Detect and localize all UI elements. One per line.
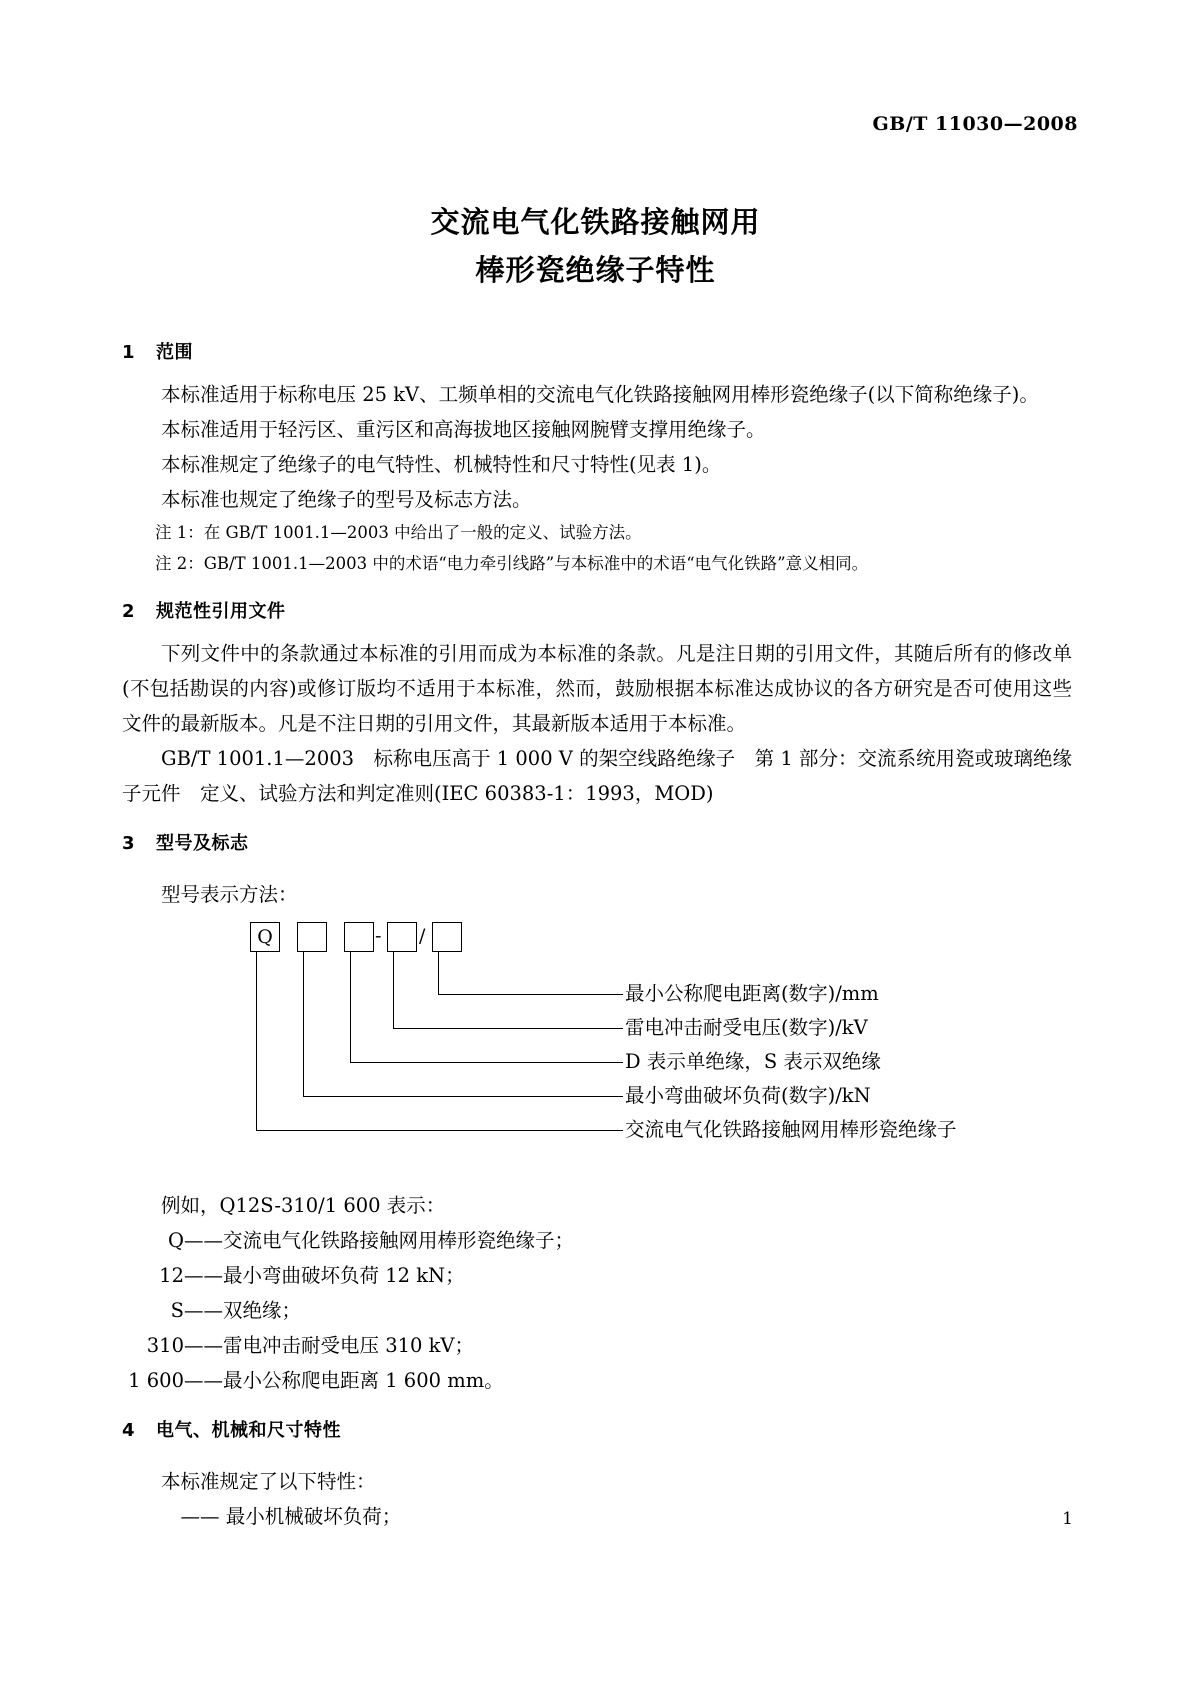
- model-designation-diagram: [122, 918, 1072, 1188]
- clause-heading-3: [122, 831, 1072, 857]
- clause3-lead-in: 型号表示方法：: [161, 883, 298, 906]
- clause1-note-2: 注 2：GB/T 1001.1—2003 中的术语“电力牵引线路”与本标准中的术语“电气化铁路”意义相同。: [155, 554, 869, 573]
- designation-box-5: [432, 922, 462, 952]
- example-item-2: [122, 1258, 1072, 1293]
- clause1-note-1: 注 1：在 GB/T 1001.1—2003 中给出了一般的定义、试验方法。: [155, 523, 642, 542]
- clause-title-4: 电气、机械和尺寸特性: [156, 1420, 341, 1441]
- designation-box-2: [297, 922, 327, 952]
- example-item-3: [122, 1293, 1072, 1328]
- clause-title-2: 规范性引用文件: [156, 601, 286, 622]
- example-text-1: 交流电气化铁路接触网用棒形瓷绝缘子；: [223, 1229, 575, 1252]
- example-key-1: Q: [168, 1229, 184, 1252]
- leader-line-horizontal-2: [393, 1028, 623, 1029]
- clause-number-1: 1: [122, 342, 136, 363]
- clause-title-3: 型号及标志: [156, 833, 249, 854]
- designation-separator-slash: /: [419, 925, 426, 947]
- clause1-paragraph-3: 本标准规定了绝缘子的电气特性、机械特性和尺寸特性(见表 1)。: [161, 453, 722, 476]
- designation-separator-dash: -: [375, 925, 382, 947]
- callout-label-product-type: 交流电气化铁路接触网用棒形瓷绝缘子: [625, 1118, 957, 1141]
- example-key-5: 1 600: [128, 1369, 184, 1392]
- page-title: [0, 198, 1191, 294]
- clause-number-3: 3: [122, 833, 136, 854]
- designation-box-3: [344, 922, 374, 952]
- example-dash-1: ——: [184, 1229, 223, 1252]
- clause-heading-4: [122, 1418, 1072, 1444]
- example-item-4: [122, 1328, 1072, 1363]
- example-key-2: 12: [159, 1264, 184, 1287]
- running-header-standard-id: GB/T 11030—2008: [872, 113, 1078, 135]
- clause-heading-2: [122, 599, 1072, 625]
- example-text-3: 双绝缘；: [223, 1299, 302, 1322]
- leader-line-vertical-2: [393, 952, 394, 1028]
- clause2-paragraph-1: 下列文件中的条款通过本标准的引用而成为本标准的条款。凡是注日期的引用文件，其随后所有的修改单(不包括勘误的内容)或修订版均不适用于本标准，然而，鼓励根据本标准达成协议的各方研究是否可使用这些文件的最新版本。凡是不注日期的引用文件，其最新版本适用于本标准。: [122, 642, 1072, 735]
- example-text-4: 雷电冲击耐受电压 310 kV；: [223, 1334, 475, 1357]
- clause-heading-1: [122, 340, 1072, 366]
- example-text-2: 最小弯曲破坏负荷 12 kN；: [223, 1264, 465, 1287]
- designation-box-4: [387, 922, 417, 952]
- example-key-4: 310: [146, 1334, 184, 1357]
- example-text-5: 最小公称爬电距离 1 600 mm。: [223, 1369, 504, 1392]
- clause2-normative-reference: GB/T 1001.1—2003 标称电压高于 1 000 V 的架空线路绝缘子 第 1 部分：交流系统用瓷或玻璃绝缘子元件 定义、试验方法和判定准则(IEC 60383-1：1993，MOD): [122, 747, 1072, 805]
- clause4-paragraph-1: 本标准规定了以下特性：: [161, 1470, 376, 1493]
- callout-label-impulse-withstand-voltage: 雷电冲击耐受电压(数字)/kV: [625, 1016, 868, 1039]
- clause-title-1: 范围: [156, 342, 193, 363]
- clause-number-4: 4: [122, 1420, 136, 1441]
- leader-line-horizontal-4: [303, 1096, 623, 1097]
- example-dash-2: ——: [184, 1264, 223, 1287]
- leader-line-vertical-5: [256, 952, 257, 1130]
- clause1-paragraph-2: 本标准适用于轻污区、重污区和高海拔地区接触网腕臂支撑用绝缘子。: [161, 418, 766, 441]
- example-dash-5: ——: [184, 1369, 223, 1392]
- page-title-line-2: 棒形瓷绝缘子特性: [475, 253, 716, 287]
- clause-number-2: 2: [122, 601, 136, 622]
- leader-line-vertical-3: [350, 952, 351, 1062]
- document-body: [122, 340, 1072, 1534]
- example-dash-3: ——: [184, 1299, 223, 1322]
- example-dash-4: ——: [184, 1334, 223, 1357]
- callout-label-bending-failing-load: 最小弯曲破坏负荷(数字)/kN: [625, 1084, 871, 1107]
- leader-line-vertical-1: [438, 952, 439, 994]
- leader-line-horizontal-5: [256, 1130, 623, 1131]
- leader-line-horizontal-3: [350, 1062, 623, 1063]
- leader-line-horizontal-1: [438, 994, 623, 995]
- callout-label-creepage-distance: 最小公称爬电距离(数字)/mm: [625, 982, 879, 1005]
- page-number: 1: [1062, 1509, 1073, 1529]
- example-key-3: S: [170, 1299, 184, 1322]
- example-lead-in: 例如，Q12S-310/1 600 表示：: [161, 1194, 446, 1217]
- example-item-1: [122, 1223, 1072, 1258]
- designation-box-1: Q: [250, 922, 280, 952]
- example-item-5: [122, 1363, 1072, 1398]
- clause1-paragraph-1: 本标准适用于标称电压 25 kV、工频单相的交流电气化铁路接触网用棒形瓷绝缘子(以下简称绝缘子)。: [161, 383, 1039, 406]
- page-title-line-1: 交流电气化铁路接触网用: [430, 205, 761, 239]
- leader-line-vertical-4: [303, 952, 304, 1096]
- clause1-paragraph-4: 本标准也规定了绝缘子的型号及标志方法。: [161, 488, 532, 511]
- clause4-list-item-1: —— 最小机械破坏负荷；: [180, 1505, 402, 1528]
- callout-label-insulation-type: D 表示单绝缘，S 表示双绝缘: [625, 1050, 881, 1073]
